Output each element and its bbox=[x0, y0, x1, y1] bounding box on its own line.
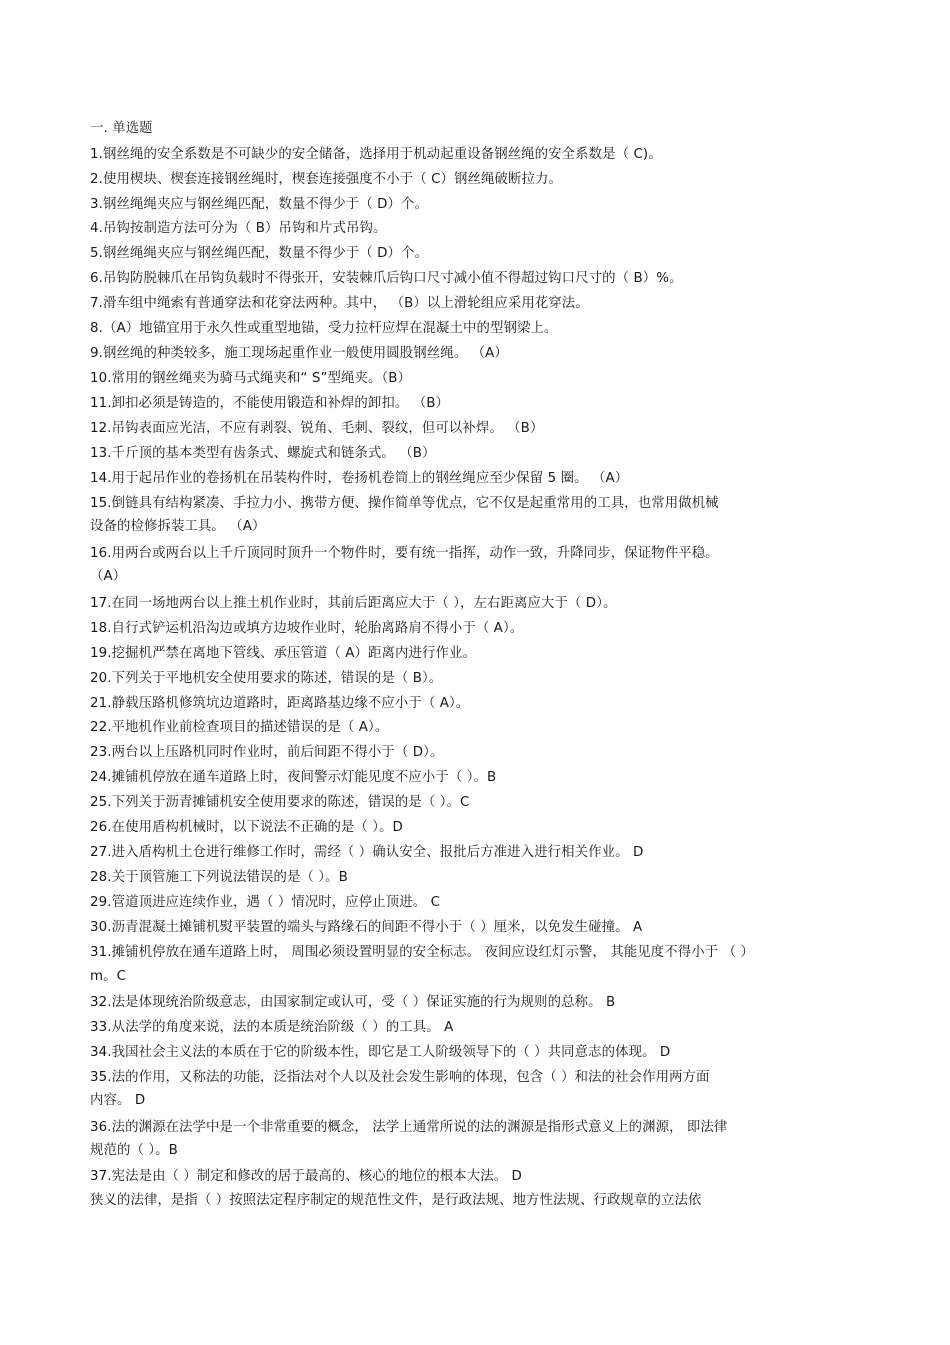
question-line-continuation: （A） bbox=[90, 569, 127, 584]
question-line: 31.摊铺机停放在通车道路上时， 周围必须设置明显的安全标志。 夜间应设红灯示警， 其能见度不得小于 （ ） bbox=[90, 945, 754, 960]
question-line: 15.倒链具有结构紧凑、手拉力小、携带方便、操作简单等优点，它不仅是起重常用的工具，也常用做机械 bbox=[90, 496, 719, 511]
question-line-continuation: 规范的（ ）。B bbox=[90, 1143, 178, 1158]
question-line: 3.钢丝绳绳夹应与钢丝绳匹配，数量不得少于（ D）个。 bbox=[90, 197, 429, 212]
question-line: 23.两台以上压路机同时作业时，前后间距不得小于（ D）。 bbox=[90, 745, 444, 760]
question-line: 9.钢丝绳的种类较多，施工现场起重作业一般使用圆股钢丝绳。 （A） bbox=[90, 346, 508, 361]
question-line: 35.法的作用，又称法的功能，泛指法对个人以及社会发生影响的体现，包含（ ）和法的社会作用两方面 bbox=[90, 1070, 710, 1085]
question-line: 11.卸扣必须是铸造的，不能使用锻造和补焊的卸扣。 （B） bbox=[90, 396, 450, 411]
question-line: 19.挖掘机严禁在离地下管线、承压管道（ A）距离内进行作业。 bbox=[90, 646, 476, 661]
question-line: 26.在使用盾构机械时，以下说法不正确的是（ ）。D bbox=[90, 820, 403, 835]
question-line: 32.法是体现统治阶级意志，由国家制定或认可，受（ ）保证实施的行为规则的总称。 B bbox=[90, 995, 616, 1010]
question-line: 8.（A）地锚宜用于永久性或重型地锚，受力拉杆应焊在混凝土中的型钢梁上。 bbox=[90, 321, 558, 336]
question-line: 27.进入盾构机土仓进行维修工作时，需经（ ）确认安全、报批后方准进入进行相关作业。 D bbox=[90, 845, 644, 860]
question-line: 5.钢丝绳绳夹应与钢丝绳匹配，数量不得少于（ D）个。 bbox=[90, 246, 429, 261]
question-line: 10.常用的钢丝绳夹为骑马式绳夹和“ S”型绳夹。（B） bbox=[90, 371, 412, 386]
question-line: 33.从法学的角度来说，法的本质是统治阶级（ ）的工具。 A bbox=[90, 1020, 454, 1035]
question-line: 21.静载压路机修筑坑边道路时，距离路基边缘不应小于（ A）。 bbox=[90, 696, 470, 711]
question-line: 28.关于顶管施工下列说法错误的是（ ）。B bbox=[90, 870, 348, 885]
question-line: 18.自行式铲运机沿沟边或填方边坡作业时，轮胎离路肩不得小于（ A）。 bbox=[90, 621, 524, 636]
question-line: 16.用两台或两台以上千斤顶同时顶升一个物件时，要有统一指挥，动作一致，升降同步，保证物件平稳。 bbox=[90, 546, 719, 561]
question-line: 25.下列关于沥青摊铺机安全使用要求的陈述，错误的是（ ）。C bbox=[90, 795, 470, 810]
question-line: 14.用于起吊作业的卷扬机在吊装构件时，卷扬机卷筒上的钢丝绳应至少保留 5 圈。 （A） bbox=[90, 471, 629, 486]
question-line: 29.管道顶进应连续作业，遇（ ）情况时，应停止顶进。 C bbox=[90, 895, 441, 910]
question-line-continuation: 设备的检修拆装工具。 （A） bbox=[90, 519, 266, 534]
question-line: 22.平地机作业前检查项目的描述错误的是（ A）。 bbox=[90, 720, 389, 735]
question-line: 4.吊钩按制造方法可分为（ B）吊钩和片式吊钩。 bbox=[90, 221, 387, 236]
question-line: 2.使用楔块、楔套连接钢丝绳时，楔套连接强度不小于（ C）钢丝绳破断拉力。 bbox=[90, 172, 562, 187]
question-line: 7.滑车组中绳索有普通穿法和花穿法两种。其中， （B）以上滑轮组应采用花穿法。 bbox=[90, 296, 589, 311]
question-line: 37.宪法是由（ ）制定和修改的居于最高的、核心的地位的根本大法。 D bbox=[90, 1169, 522, 1184]
question-line: 1.钢丝绳的安全系数是不可缺少的安全储备，选择用于机动起重设备钢丝绳的安全系数是（ C)。 bbox=[90, 147, 662, 162]
question-line: 20.下列关于平地机安全使用要求的陈述，错误的是（ B）。 bbox=[90, 671, 443, 686]
question-line: 12.吊钩表面应光洁，不应有剥裂、锐角、毛刺、裂纹，但可以补焊。 （B） bbox=[90, 421, 544, 436]
question-line: 6.吊钩防脱棘爪在吊钩负载时不得张开，安装棘爪后钩口尺寸减小值不得超过钩口尺寸的（ B）%。 bbox=[90, 271, 683, 286]
question-line: 36.法的渊源在法学中是一个非常重要的概念， 法学上通常所说的法的渊源是指形式意义上的渊源， 即法律 bbox=[90, 1120, 728, 1135]
section-title: 一. 单选题 bbox=[90, 121, 153, 136]
question-line: 狭义的法律，是指（ ）按照法定程序制定的规范性文件，是行政法规、地方性法规、行政规章的立法依 bbox=[90, 1193, 702, 1208]
question-line: 24.摊铺机停放在通车道路上时，夜间警示灯能见度不应小于（ ）。B bbox=[90, 770, 497, 785]
question-line-continuation: m。C bbox=[90, 969, 127, 984]
question-line-continuation: 内容。 D bbox=[90, 1093, 146, 1108]
question-line: 34.我国社会主义法的本质在于它的阶级本性，即它是工人阶级领导下的（ ）共同意志的体现。 D bbox=[90, 1045, 671, 1060]
question-line: 13.千斤顶的基本类型有齿条式、螺旋式和链条式。 （B） bbox=[90, 446, 436, 461]
question-line: 30.沥青混凝土摊铺机熨平装置的端头与路缘石的间距不得小于（ ）厘米，以免发生碰撞。 A bbox=[90, 920, 643, 935]
question-line: 17.在同一场地两台以上推土机作业时，其前后距离应大于（ ），左右距离应大于（ D）。 bbox=[90, 596, 617, 611]
